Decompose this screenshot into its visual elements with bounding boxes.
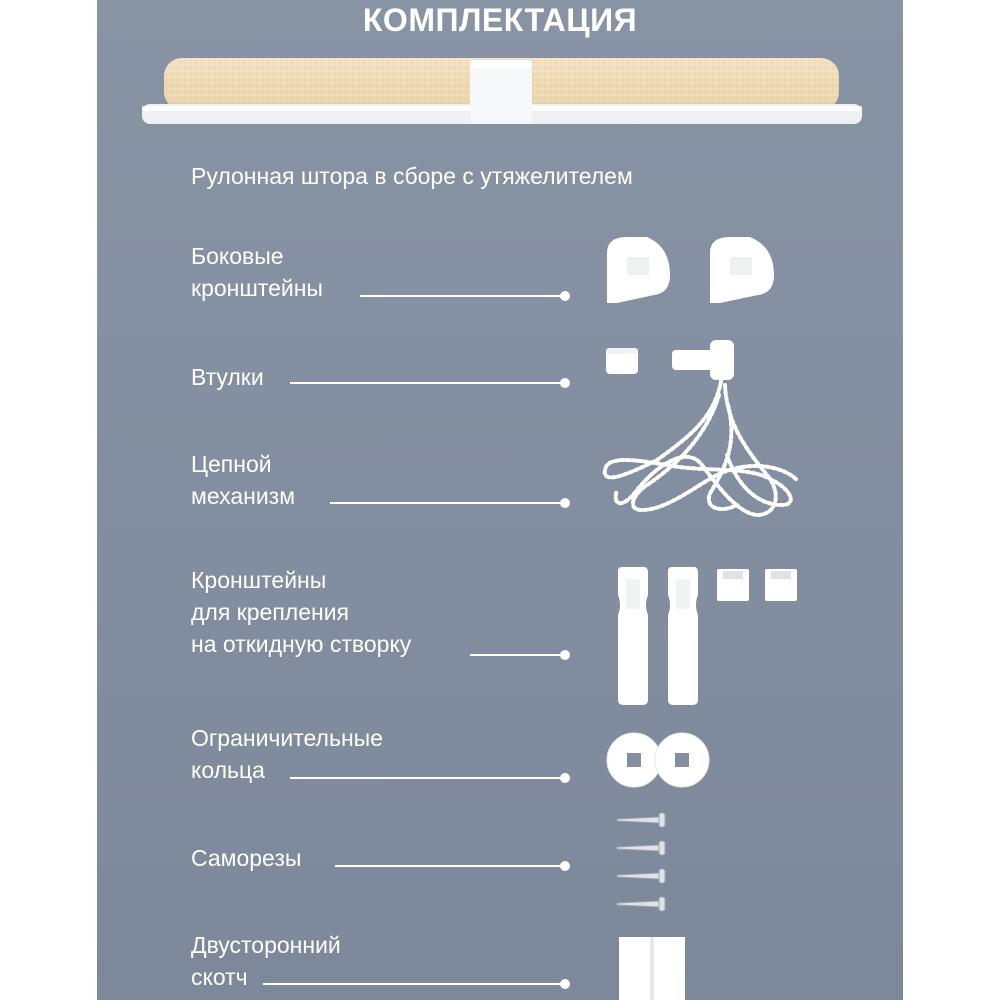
label-line: кронштейны (191, 275, 323, 301)
sash-brackets-leader (470, 654, 565, 656)
label-line: на откидную створку (191, 631, 412, 657)
screws-leader (335, 865, 565, 867)
item-roller-blind-label (191, 160, 633, 192)
label-line: кольца (191, 757, 265, 783)
screw-icon (615, 808, 675, 913)
label-line: Кронштейны (191, 567, 327, 593)
roller-blind-image (142, 50, 862, 135)
bushings-leader (290, 382, 565, 384)
side-brackets-leader (360, 295, 565, 297)
item-sash-brackets-label (191, 564, 411, 660)
label-line: Втулки (191, 364, 264, 390)
label-line: Двусторонний (191, 932, 341, 958)
label-line: Цепной (191, 451, 272, 477)
stopper-ring-icon (602, 730, 722, 790)
double-sided-tape-icon (617, 935, 687, 1000)
label-line: Саморезы (191, 845, 302, 871)
chain-icon (597, 365, 807, 525)
item-screws-label (191, 842, 301, 874)
label-line: для крепления (191, 599, 350, 625)
product-panel (97, 0, 903, 1000)
item-chain-label (191, 448, 295, 512)
stopper-rings-leader (290, 777, 565, 779)
label-line: Рулонная штора в сборе с утяжелителем (191, 163, 633, 189)
label-line: механизм (191, 483, 296, 509)
item-bushings-label (191, 361, 264, 393)
tape-leader (263, 983, 565, 985)
label-line: Ограничительные (191, 725, 383, 751)
sash-bracket-icon (614, 565, 804, 710)
item-side-brackets-label (191, 240, 323, 304)
chain-leader (330, 502, 565, 504)
label-line: скотч (191, 964, 248, 990)
page-title: КОМПЛЕКТАЦИЯ (362, 2, 638, 38)
label-line: Боковые (191, 243, 284, 269)
side-bracket-icon (602, 235, 777, 305)
